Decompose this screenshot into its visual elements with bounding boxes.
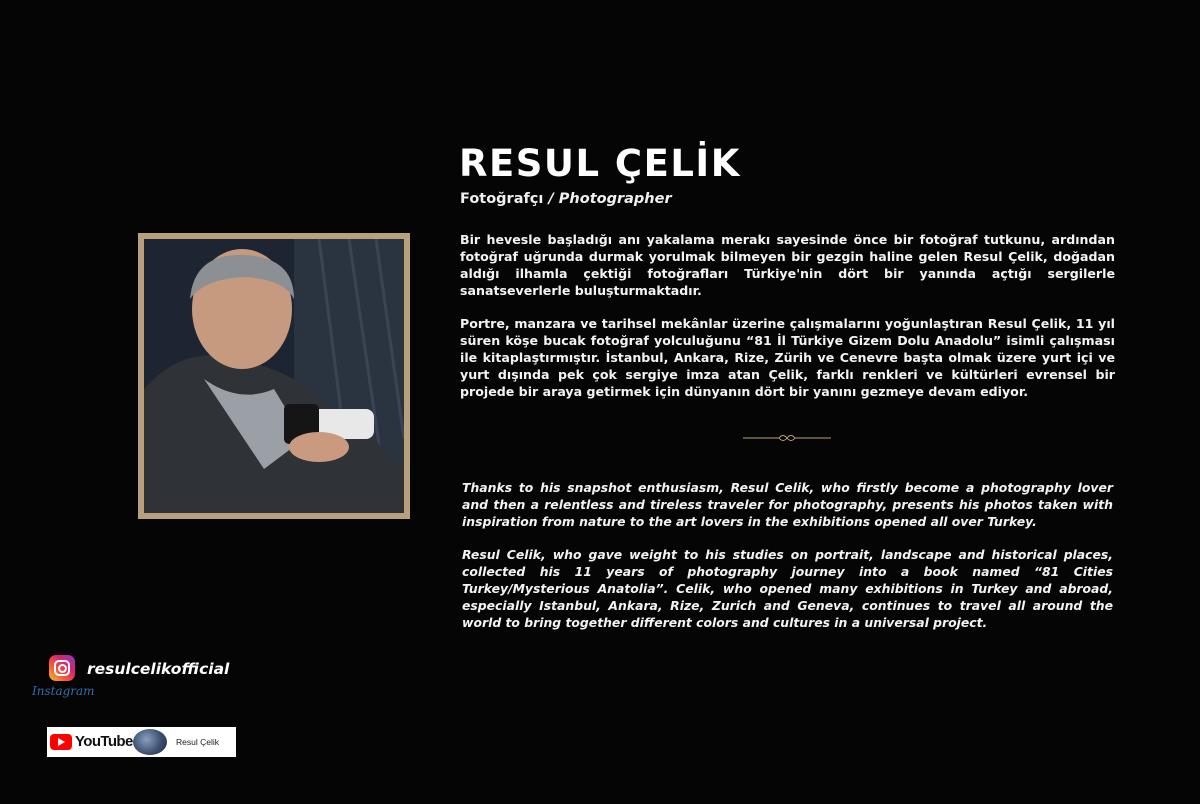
photographer-portrait-image (144, 239, 404, 513)
role-separator: / (548, 191, 554, 207)
youtube-wordmark: YouTube (75, 733, 133, 750)
instagram-handle-link[interactable]: resulcelikofficial (87, 660, 230, 678)
bio-tr-paragraph-1: Bir hevesle başladığı anı yakalama merakı sayesinde önce bir fotoğraf tutkunu, ardından fotoğraf uğrunda durmak yorulmak bilmeyen bir gezgin haline gelen Resul Çelik, doğadan aldığı ilhamla çektiği fotoğrafları Türkiye'nin dört bir yanında açtığı sergilerle sanatseverlerle buluşturmaktadır. (460, 232, 1115, 298)
youtube-channel-badge[interactable] (47, 727, 236, 757)
instagram-icon[interactable] (49, 655, 75, 681)
channel-avatar (133, 729, 167, 755)
ornamental-divider (743, 432, 831, 444)
page-title: RESUL ÇELİK (459, 142, 741, 185)
bio-en-paragraph-1: Thanks to his snapshot enthusiasm, Resul Celik, who firstly become a photography lover and then a relentless and tireless traveler for photography, presents his photos taken with inspiration from nature to the art lovers in the exhibitions opened all over Turkey. (462, 480, 1113, 529)
portrait-photo (138, 233, 410, 519)
youtube-play-icon (50, 734, 72, 750)
bio-tr-paragraph-2: Portre, manzara ve tarihsel mekânlar üzerine çalışmalarını yoğunlaştıran Resul Çelik, 11 yıl süren köşe bucak fotoğraf yolculuğunu “81 İl Türkiye Gizem Dolu Anadolu” isimli çalışması ile kitaplaştırmıştır. İstanbul, Ankara, Rize, Zürih ve Cenevre başta olmak üzere yurt içi ve yurt dışında pek çok sergiye imza atan Çelik, farklı renkleri ve kültürleri evrensel bir projede bir araya getirmek için dünyanın dört bir yanını gezmeye devam ediyor. (460, 316, 1115, 399)
bio-en-paragraph-2: Resul Celik, who gave weight to his studies on portrait, landscape and historical places, collected his 11 years of photography journey into a book named “81 Cities Turkey/Mysterious Anatolia”. Celik, who opened many exhibitions in Turkey and abroad, especially Istanbul, Ankara, Rize, Zurich and Geneva, continues to travel all around the world to bring together different colors and cultures in a universal project. (462, 547, 1113, 630)
youtube-channel-name: Resul Çelik (176, 737, 219, 747)
role-tr: Fotoğrafçı (460, 191, 544, 207)
role-en: Photographer (558, 191, 672, 207)
role-subtitle (460, 191, 672, 207)
instagram-wordmark: Instagram (32, 684, 95, 698)
